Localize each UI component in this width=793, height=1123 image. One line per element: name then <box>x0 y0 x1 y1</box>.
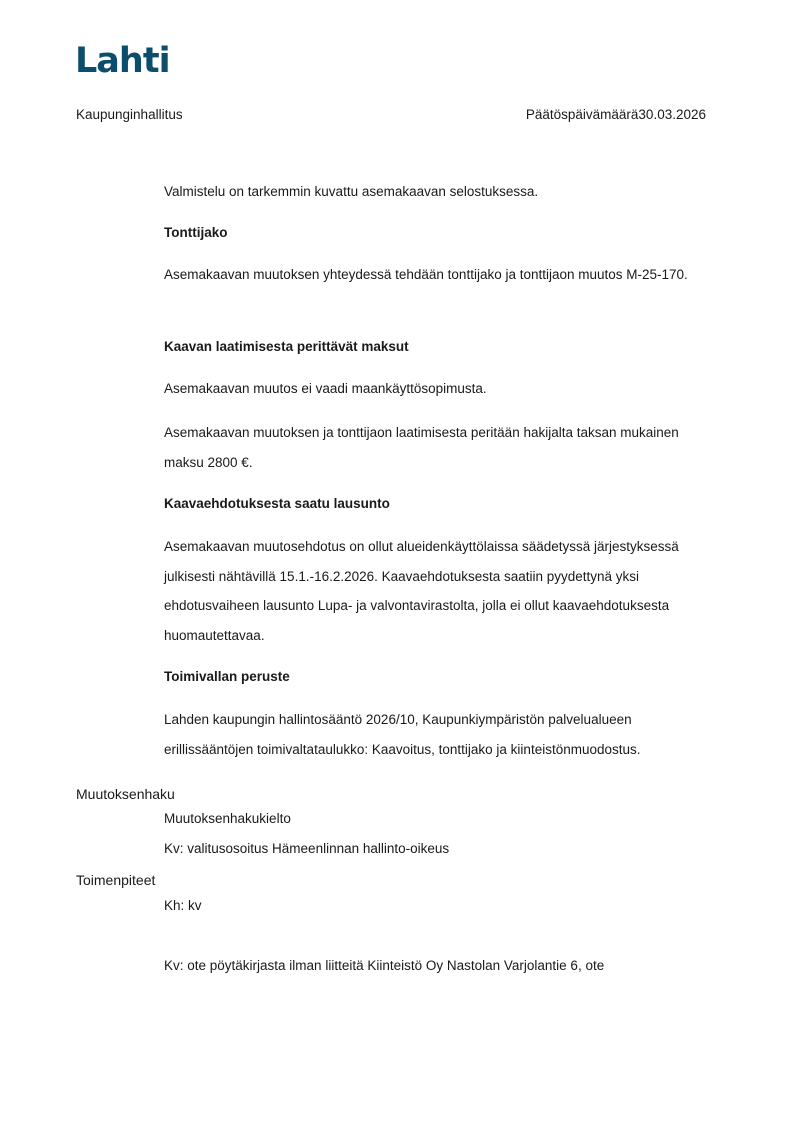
toimenpiteet-line: Kv: ote pöytäkirjasta ilman liitteitä Kiinteistö Oy Nastolan Varjolantie 6, ote <box>164 958 605 973</box>
toimenpiteet-line: Kh: kv <box>164 898 202 913</box>
heading-lausunto: Kaavaehdotuksesta saatu lausunto <box>164 496 390 511</box>
decision-date-value: 30.03.2026 <box>638 107 706 122</box>
paragraph-tonttijako: Asemakaavan muutoksen yhteydessä tehdään tonttijako ja tonttijaon muutos M-25-170. <box>164 267 688 282</box>
lahti-logo: Lahti <box>75 41 170 81</box>
paragraph-maksut-1: Asemakaavan muutos ei vaadi maankäyttösopimusta. <box>164 381 487 396</box>
heading-tonttijako: Tonttijako <box>164 225 228 240</box>
paragraph-lausunto: Asemakaavan muutosehdotus on ollut alueidenkäyttölaissa säädetyssä järjestyksessä julkisesti nähtävillä 15.1.-16.2.2026. Kaavaehdotuksesta saatiin pyydettynä yksi ehdotusvaiheen lausunto Lupa- ja valvontavirastolta, jolla ei ollut kaavaehdotuksesta huomautettavaa. <box>164 539 679 643</box>
decision-date <box>526 107 706 122</box>
muutoksenhaku-label: Muutoksenhaku <box>76 786 175 802</box>
paragraph-maksut-2: Asemakaavan muutoksen ja tonttijaon laatimisesta peritään hakijalta taksan mukainen maksu 2800 €. <box>164 425 679 470</box>
muutoksenhaku-line: Muutoksenhakukielto <box>164 811 291 826</box>
paragraph-toimivalta: Lahden kaupungin hallintosääntö 2026/10, Kaupunkiympäristön palvelualueen erillissääntöjen toimivaltataulukko: Kaavoitus, tonttijako ja kiinteistönmuodostus. <box>164 712 641 757</box>
muutoksenhaku-line: Kv: valitusosoitus Hämeenlinnan hallinto-oikeus <box>164 841 450 856</box>
toimenpiteet-label: Toimenpiteet <box>76 872 156 888</box>
heading-maksut: Kaavan laatimisesta perittävät maksut <box>164 339 409 354</box>
body-name: Kaupunginhallitus <box>76 107 183 122</box>
decision-date-label: Päätöspäivämäärä <box>525 107 639 122</box>
intro-paragraph: Valmistelu on tarkemmin kuvattu asemakaavan selostuksessa. <box>164 184 539 199</box>
heading-toimivalta: Toimivallan peruste <box>164 669 290 684</box>
